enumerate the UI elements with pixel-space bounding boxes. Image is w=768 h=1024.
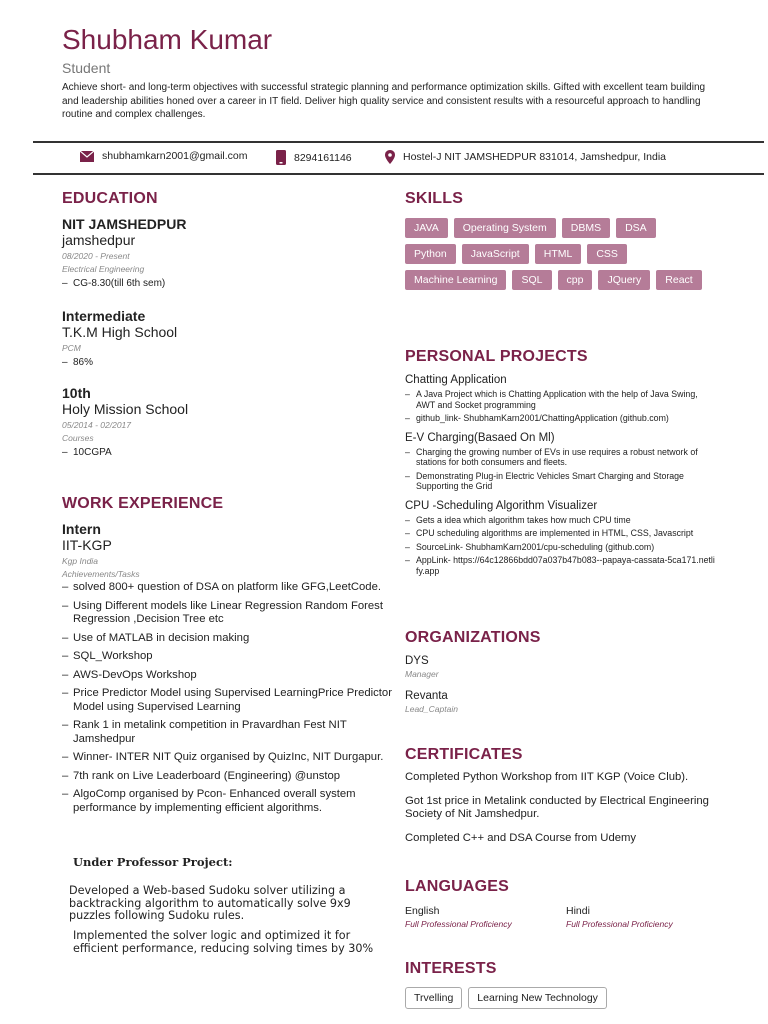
organization-name: Revanta [405,690,448,702]
work-role: Intern [62,521,101,537]
education-detail: – CG-8.30(till 6th sem) [62,278,382,289]
contact-phone [276,150,352,165]
organization-item [405,690,458,714]
language-item [566,905,673,929]
skill-tag: cpp [558,270,593,290]
work-title: WORK EXPERIENCE [62,495,224,512]
language-name: English [405,905,440,917]
certificate-item: Got 1st price in Metalink conducted by Electrical Engineering Society of Nit Jamshedpur. [405,794,709,820]
skill-tag: Machine Learning [405,270,506,290]
project-name: Chatting Application [405,374,507,386]
education-field: Electrical Engineering [62,264,145,274]
language-level: Full Professional Proficiency [405,919,512,929]
certificate-item: Completed Python Workshop from IIT KGP (Voice Club). [405,771,689,783]
header-divider-top [33,141,764,143]
skills-list [405,218,705,290]
certificates-list [405,771,715,855]
projects-title: PERSONAL PROJECTS [405,348,588,365]
skill-tag: JavaScript [462,244,529,264]
project-bullet: – Gets a idea which algorithm takes how much CPU time [405,515,715,526]
language-item [405,905,512,929]
organization-item [405,655,439,679]
skills-title: SKILLS [405,190,464,207]
phone-icon [276,150,286,165]
education-place: jamshedpur [62,232,136,248]
professor-project-para: Developed a Web-based Sudoku solver utilizing a backtracking algorithm to automatically solve 9x9 puzzles following Sudoku rules. [69,884,351,922]
project-name: CPU -Scheduling Algorithm Visualizer [405,499,598,512]
professor-project-para: Implemented the solver logic and optimized it for efficient performance, reducing solving times by 30% [73,929,374,955]
skill-tag: HTML [535,244,582,264]
work-location: Kgp India [62,556,98,566]
project-name: E-V Charging(Basaed On Ml) [405,431,555,444]
work-bullet: – Winner- INTER NIT Quiz organised by QuizInc, NIT Durgapur. [62,751,397,765]
skill-tag: Operating System [454,218,556,238]
education-item [62,308,382,368]
certificates-title: CERTIFICATES [405,746,523,763]
education-place: T.K.M High School [62,324,178,340]
work-bullet: – solved 800+ question of DSA on platform like GFG,LeetCode. [62,581,397,595]
work-company: IIT-KGP [62,537,112,553]
summary-text: Achieve short- and long-term objectives with successful strategic planning and performance optimization skills. Gifted with excellent team building and leadership abilities honed over a career in IT field. Deliver high quality service and consistent results with a resourceful approach to handling routine and complex challenges. [62,82,706,120]
phone-text: 8294161146 [294,151,352,164]
contact-address [385,150,666,164]
organization-role: Lead_Captain [405,704,458,714]
work-subhead: Achievements/Tasks [62,569,140,579]
skill-tag: SQL [512,270,551,290]
project-bullet: – github_link- ShubhamKarn2001/ChattingApplication (github.com) [405,413,715,424]
project-bullet: – Demonstrating Plug-in Electric Vehicles Smart Charging and Storage Supporting the Grid [405,471,715,492]
education-date: 05/2014 - 02/2017 [62,420,132,430]
education-title: EDUCATION [62,190,158,207]
education-institution: Intermediate [62,308,146,324]
education-date: 08/2020 - Present [62,251,130,261]
work-bullet: – Using Different models like Linear Regression Random Forest Regression ,Decision Tree etc [62,600,397,627]
project-bullet: – AppLink- https://64c12866bdd07a037b47b083--papaya-cassata-5ca171.netlify.app [405,555,715,576]
envelope-icon [80,151,94,162]
project-bullet: – CPU scheduling algorithms are implemented in HTML, CSS, Javascript [405,528,715,539]
skill-tag: Python [405,244,456,264]
education-item [62,216,382,289]
work-bullet: – AWS-DevOps Workshop [62,669,397,683]
skill-tag: DSA [616,218,656,238]
contact-email [80,150,247,162]
work-item [62,521,397,820]
education-place: Holy Mission School [62,401,189,417]
interest-tag: Trvelling [405,987,462,1009]
header-divider-bottom [33,173,764,175]
candidate-role: Student [62,60,111,76]
candidate-name: Shubham Kumar [62,24,273,55]
work-bullet: – Price Predictor Model using Supervised LearningPrice Predictor Model using Supervised Learning [62,687,397,714]
interests-title: INTERESTS [405,960,497,977]
email-text: shubhamkarn2001@gmail.com [102,150,248,162]
project-bullet: – Charging the growing number of EVs in use requires a robust network of stations for both consumers and fleets. [405,447,715,468]
education-institution: NIT JAMSHEDPUR [62,216,187,232]
skill-tag: React [656,270,701,290]
interests-list [405,987,607,1009]
project-bullet: – SourceLink- ShubhamKarn2001/cpu-scheduling (github.com) [405,542,715,553]
language-level: Full Professional Proficiency [566,919,673,929]
education-field: PCM [62,343,81,353]
certificate-item: Completed C++ and DSA Course from Udemy [405,831,637,844]
work-bullet: – Rank 1 in metalink competition in Pravardhan Fest NIT Jamshedpur [62,719,397,746]
work-bullet: – AlgoComp organised by Pcon- Enhanced overall system performance by implementing efficient algorithms. [62,788,397,815]
location-pin-icon [385,150,395,164]
organizations-title: ORGANIZATIONS [405,629,541,646]
language-name: Hindi [566,905,590,917]
interest-tag: Learning New Technology [468,987,607,1009]
education-item [62,385,382,458]
languages-title: LANGUAGES [405,878,510,895]
skill-tag: DBMS [562,218,610,238]
work-bullet: – SQL_Workshop [62,650,397,664]
professor-project-heading: Under Professor Project: [73,855,233,869]
education-detail: – 10CGPA [62,447,382,458]
education-detail: – 86% [62,357,382,368]
project-bullet: – A Java Project which is Chatting Application with the help of Java Swing, AWT and Socket programming [405,389,715,410]
skill-tag: CSS [587,244,627,264]
skill-tag: JAVA [405,218,448,238]
organization-role: Manager [405,669,439,679]
education-institution: 10th [62,385,91,401]
education-field: Courses [62,433,94,443]
organization-name: DYS [405,655,429,667]
work-bullet: – Use of MATLAB in decision making [62,632,397,646]
address-text: Hostel-J NIT JAMSHEDPUR 831014, Jamshedpur, India [403,151,667,163]
skill-tag: JQuery [598,270,650,290]
projects-list [405,368,715,576]
work-bullet: – 7th rank on Live Leaderboard (Engineering) @unstop [62,770,397,784]
